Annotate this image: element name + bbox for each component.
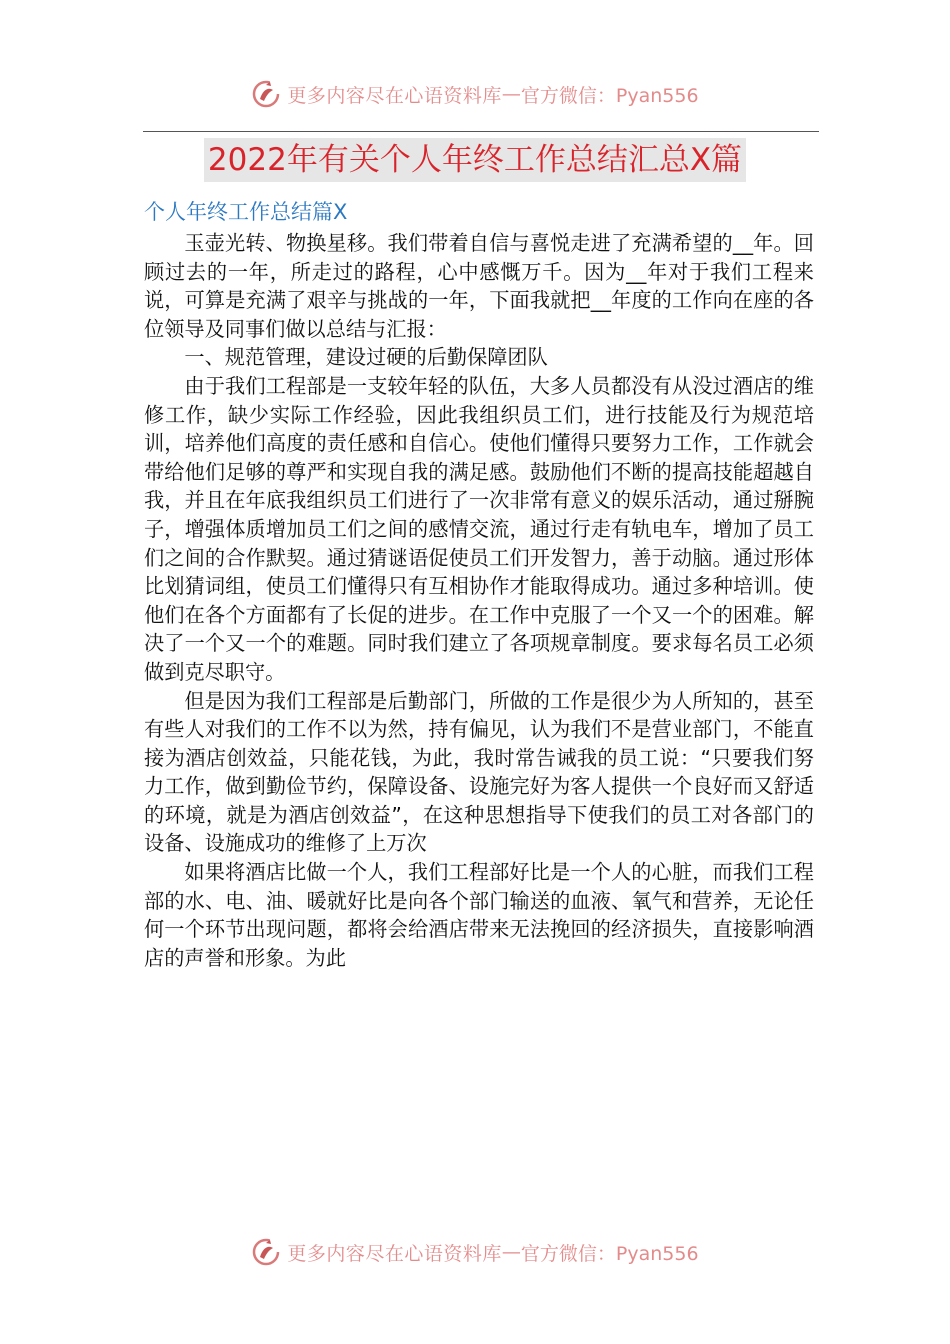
section-subtitle: 个人年终工作总结篇X [144, 200, 348, 224]
paragraph-heart-analogy: 如果将酒店比做一个人，我们工程部好比是一个人的心脏，而我们工程部的水、电、油、暖就好比是向各个部门输送的血液、氧气和营养，无论任何一个环节出现问题，都将会给酒店带来无法挽回的经济损失，直接影响酒店的声誉和形象。为此 [144, 860, 814, 970]
brush-swirl-logo-icon [251, 1237, 281, 1267]
paragraph-logistics: 但是因为我们工程部是后勤部门，所做的工作是很少为人所知的，甚至有些人对我们的工作不以为然，持有偏见，认为我们不是营业部门，不能直接为酒店创效益，只能花钱，为此，我时常告诫我的员工说：“只要我们努力工作，做到勤俭节约，保障设备、设施完好为客人提供一个良好而又舒适的环境，就是为酒店创效益”，在这种思想指导下使我们的员工对各部门的设备、设施成功的维修了上万次 [144, 688, 814, 856]
banner-separator: — [501, 83, 521, 105]
footer-banner [0, 1232, 950, 1272]
brush-swirl-logo-icon [251, 79, 281, 109]
banner-library-text: 更多内容尽在心语资料库 [287, 84, 502, 107]
banner-separator: — [501, 1241, 521, 1263]
document-body [144, 229, 814, 972]
paragraph-training: 由于我们工程部是一支较年轻的队伍，大多人员都没有从没过酒店的维修工作，缺少实际工作经验，因此我组织员工们，进行技能及行为规范培训，培养他们高度的责任感和自信心。使他们懂得只要努力工作，工作就会带给他们足够的尊严和实现自我的满足感。鼓励他们不断的提高技能超越自我，并且在年底我组织员工们进行了一次非常有意义的娱乐活动，通过掰腕子，增强体质增加员工们之间的感情交流，通过行走有轨电车，增加了员工们之间的合作默契。通过猜谜语促使员工们开发智力，善于动脑。通过形体比划猜词组，使员工们懂得只有互相协作才能取得成功。通过多种培训。使他们在各个方面都有了长促的进步。在工作中克服了一个又一个的困难。解决了一个又一个的难题。同时我们建立了各项规章制度。要求每名员工必须做到克尽职守。 [144, 373, 814, 684]
paragraph-heading-1: 一、规范管理，建设过硬的后勤保障团队 [184, 345, 548, 370]
banner-contact-text: 官方微信：Pyan556 [520, 84, 699, 107]
header-divider [143, 131, 819, 132]
banner-contact-text: 官方微信：Pyan556 [520, 1242, 699, 1265]
title-container [0, 138, 950, 182]
paragraph-intro: 玉壶光转、物换星移。我们带着自信与喜悦走进了充满希望的__年。回顾过去的一年，所走过的路程，心中感慨万千。因为__年对于我们工程来说，可算是充满了艰辛与挑战的一年，下面我就把__年度的工作向在座的各位领导及同事们做以总结与汇报： [144, 231, 814, 341]
document-title: 2022年有关个人年终工作总结汇总X篇 [204, 138, 746, 182]
header-banner [0, 74, 950, 114]
banner-library-text: 更多内容尽在心语资料库 [287, 1242, 502, 1265]
